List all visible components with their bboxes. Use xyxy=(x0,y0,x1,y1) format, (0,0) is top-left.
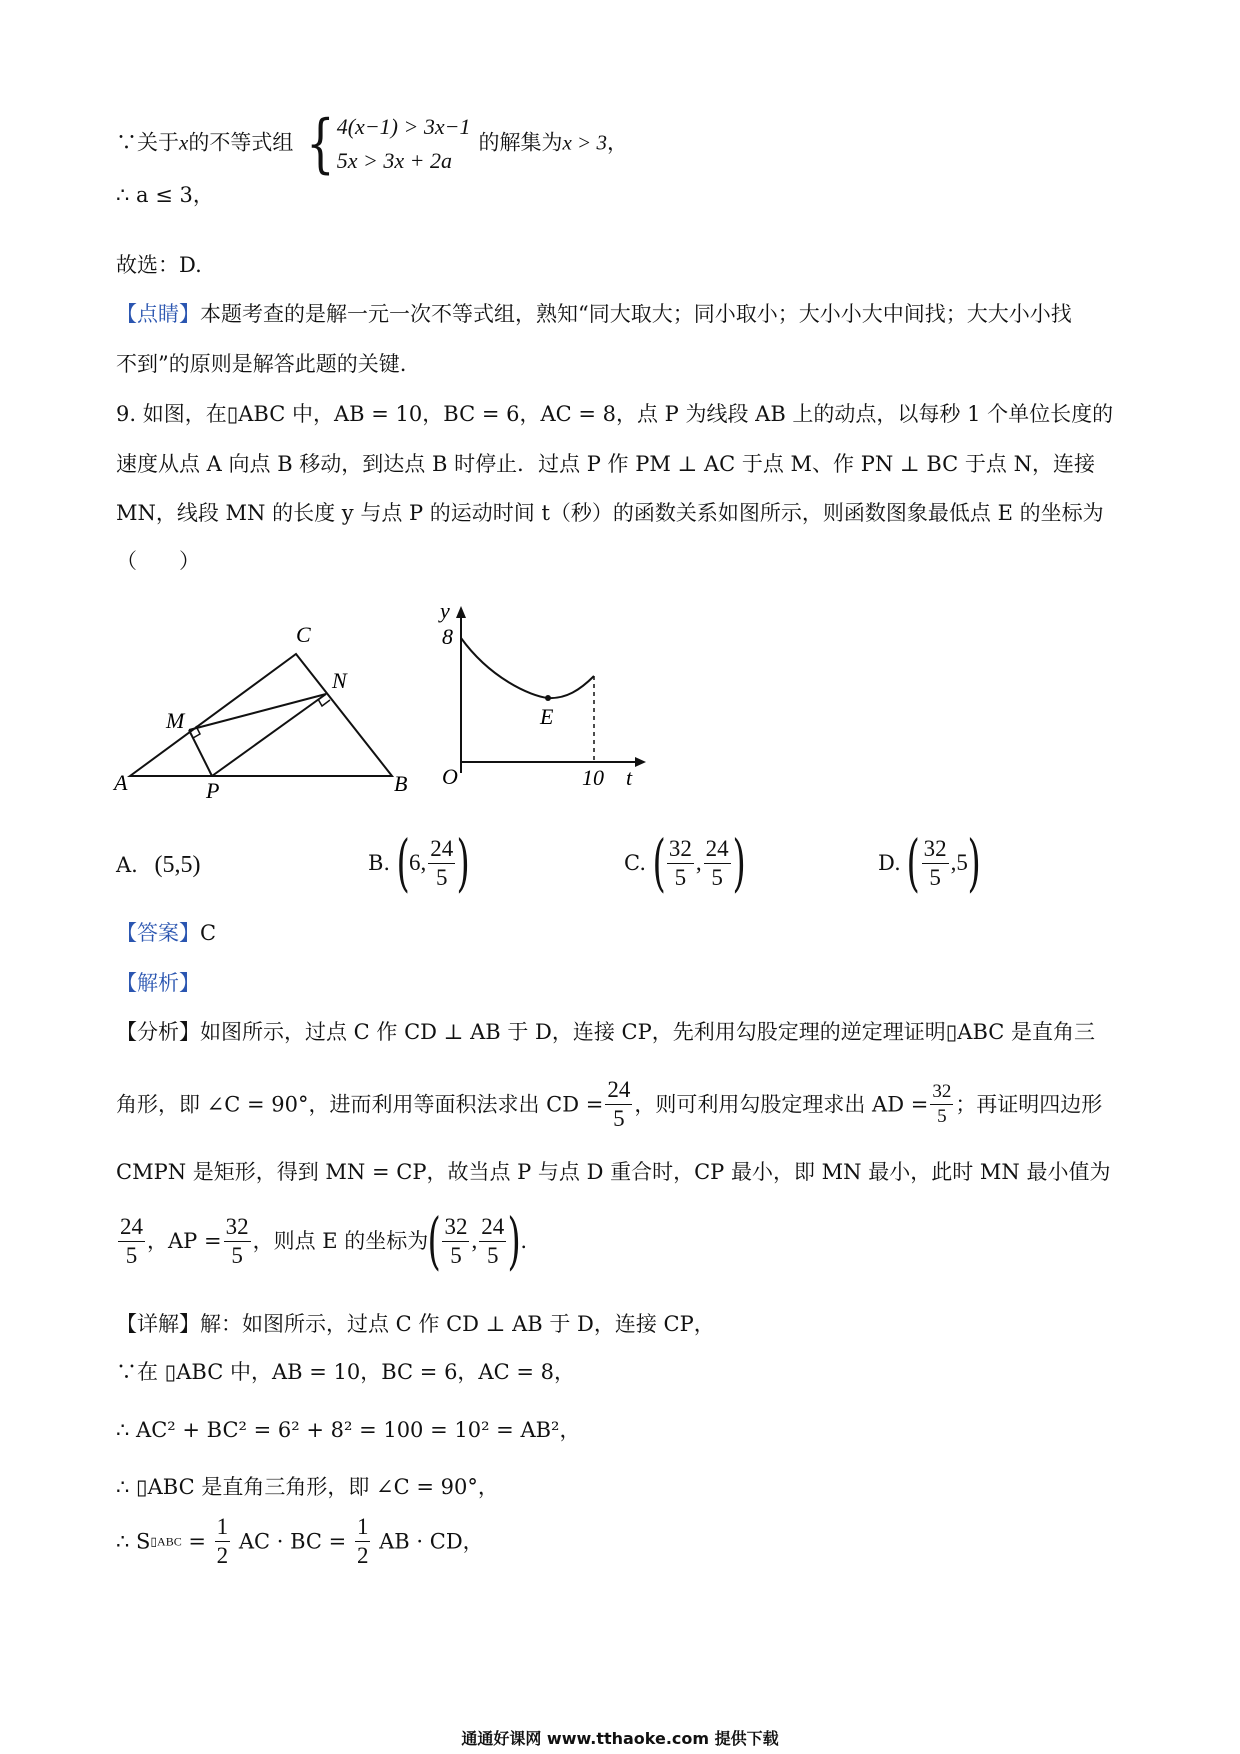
fenxi-line-2 xyxy=(116,1076,1102,1133)
triangle-figure xyxy=(110,620,430,800)
choice-a-label: A. xyxy=(116,853,138,877)
footer: 通通好课网 www.tthaoke.com 提供下载 xyxy=(461,1729,779,1748)
choice-d-label: D. xyxy=(878,851,901,875)
text: 解：如图所示，过点 C 作 CD ⊥ AB 于 D，连接 CP， xyxy=(200,1312,715,1336)
paren-open: ( xyxy=(427,1204,442,1277)
text: AC · BC = xyxy=(232,1529,353,1554)
denominator: 5 xyxy=(450,1242,462,1268)
paren-close: ) xyxy=(732,826,746,899)
inequality-2: 5x > 3x + 2a xyxy=(336,148,452,173)
choice-d-last: ,5 xyxy=(950,850,968,875)
text: ∵在 ▯ABC 中，AB = 10，BC = 6，AC = 8， xyxy=(116,1360,575,1384)
xiangjie-line-1 xyxy=(116,1309,715,1339)
question-9-line-3 xyxy=(116,498,1104,528)
paren-open: ( xyxy=(652,826,666,899)
comma: , xyxy=(471,1228,478,1253)
denominator: 2 xyxy=(216,1543,229,1568)
xiangjie-line-5 xyxy=(116,1513,484,1570)
paren-close: ) xyxy=(507,1204,521,1277)
fraction-24-5 xyxy=(118,1213,145,1270)
xiangjie-tag: 【详解】 xyxy=(116,1312,200,1336)
xiangjie-line-3 xyxy=(116,1415,580,1445)
text: 的解集为 xyxy=(478,130,563,155)
text: = xyxy=(181,1529,213,1554)
label-y: y xyxy=(440,598,450,623)
xiangjie-line-4 xyxy=(116,1472,499,1502)
numerator: 24 xyxy=(605,1076,632,1105)
numerator: 32 xyxy=(224,1213,251,1242)
segment-pn xyxy=(212,694,326,776)
label-a: A xyxy=(114,770,128,795)
denominator: 5 xyxy=(486,1242,499,1268)
point-e xyxy=(545,695,551,701)
y-axis-arrow xyxy=(456,606,466,618)
label-m: M xyxy=(166,708,185,733)
choice-b[interactable] xyxy=(368,826,471,899)
left-brace: { xyxy=(306,107,335,181)
denominator: 5 xyxy=(937,1106,947,1127)
text: ∵关于 xyxy=(116,130,179,155)
fraction-32-5 xyxy=(224,1213,251,1270)
choice-b-first: 6, xyxy=(409,850,427,875)
segment-mn xyxy=(189,694,326,730)
text: CMPN 是矩形，得到 MN = CP，故当点 P 与点 D 重合时，CP 最小，即 MN 最小，此时 MN 最小值为 xyxy=(116,1160,1111,1184)
text: ；再证明四边形 xyxy=(955,1092,1103,1117)
text: （ ） xyxy=(116,549,200,573)
text: ∴ AC² + BC² = 6² + 8² = 100 = 10² = AB²， xyxy=(116,1418,581,1442)
label-y8: 8 xyxy=(442,624,453,649)
analysis-tag: 【解析】 xyxy=(116,971,200,995)
label-origin: O xyxy=(442,764,458,789)
x-axis-arrow xyxy=(635,757,646,767)
right-angle-n xyxy=(318,699,330,706)
answer-tag: 【答案】 xyxy=(116,921,200,945)
numerator: 32 xyxy=(930,1080,953,1105)
numerator: 24 xyxy=(428,835,455,864)
text: AB · CD， xyxy=(372,1529,484,1554)
question-9-line-1 xyxy=(116,399,1113,429)
choice-a-value: (5,5) xyxy=(154,852,201,878)
inequality-1: 4(x−1) > 3x−1 xyxy=(336,114,471,139)
segment-pm xyxy=(189,730,212,776)
text: 角形，即 ∠C = 90°，进而利用等面积法求出 CD = xyxy=(116,1092,604,1117)
fenxi-line-1 xyxy=(116,1017,1095,1047)
paren-close: ) xyxy=(967,826,981,899)
inequality-system xyxy=(337,110,471,178)
fenxi-line-3 xyxy=(116,1157,1110,1187)
denominator: 5 xyxy=(125,1242,138,1268)
answer-value: C xyxy=(200,921,217,945)
line-conclusion xyxy=(116,180,214,210)
text: ，AP = xyxy=(147,1229,222,1253)
line-choice xyxy=(116,250,202,280)
numerator: 32 xyxy=(922,835,949,864)
paren-open: ( xyxy=(396,826,410,899)
paren-close: ) xyxy=(456,826,471,899)
numerator: 1 xyxy=(355,1513,371,1542)
choice-d[interactable] xyxy=(878,826,981,899)
xiangjie-line-2 xyxy=(116,1357,575,1387)
choice-a[interactable] xyxy=(116,850,201,880)
label-n: N xyxy=(332,668,347,693)
var-x: x xyxy=(179,130,189,155)
fraction-32-5 xyxy=(922,835,949,892)
label-t10: 10 xyxy=(582,765,604,790)
line-inequality-system xyxy=(116,107,628,181)
fraction-1-2 xyxy=(355,1513,371,1570)
label-p: P xyxy=(206,778,220,800)
line-dianjing xyxy=(116,299,1072,329)
fraction-24-5 xyxy=(428,835,455,892)
analysis-heading xyxy=(116,968,200,998)
text: . xyxy=(520,1229,528,1253)
line-dianjing-2 xyxy=(116,349,406,379)
text: ∴ ▯ABC 是直角三角形，即 ∠C = 90°， xyxy=(116,1475,499,1499)
text: ，则点 E 的坐标为 xyxy=(252,1229,429,1253)
fraction-32-5 xyxy=(930,1080,953,1129)
text: 9. 如图，在▯ABC 中，AB = 10，BC = 6，AC = 8，点 P 为线段 AB 上的动点，以每秒 1 个单位长度的 xyxy=(116,402,1114,426)
function-curve xyxy=(461,638,594,698)
choice-b-label: B. xyxy=(368,851,391,875)
denominator: 5 xyxy=(231,1242,243,1268)
paren-open: ( xyxy=(906,826,921,899)
question-9-line-4 xyxy=(116,546,200,576)
text: 不到”的原则是解答此题的关键. xyxy=(116,352,407,376)
numerator: 1 xyxy=(215,1513,231,1542)
text: 故选：D. xyxy=(116,253,202,277)
comma: , xyxy=(695,850,702,875)
label-e: E xyxy=(540,704,554,729)
fenxi-line-4 xyxy=(116,1204,528,1277)
denominator: 5 xyxy=(436,864,448,890)
numerator: 32 xyxy=(667,835,694,864)
label-b: B xyxy=(394,771,408,796)
dianjing-tag: 【点睛】 xyxy=(116,302,200,326)
numerator: 32 xyxy=(442,1213,469,1242)
text: ∴ a ≤ 3， xyxy=(116,183,214,207)
text: ， xyxy=(606,130,628,155)
text: 本题考查的是解一元一次不等式组，熟知“同大取大；同小取小；大小小大中间找；大大小小找 xyxy=(200,302,1072,326)
choice-c[interactable] xyxy=(624,826,746,899)
numerator: 24 xyxy=(704,835,731,864)
denominator: 5 xyxy=(929,864,941,890)
text: 速度从点 A 向点 B 移动，到达点 B 时停止．过点 P 作 PM ⊥ AC 于点 M、作 PN ⊥ BC 于点 N，连接 xyxy=(116,452,1095,476)
label-c: C xyxy=(296,622,311,647)
denominator: 5 xyxy=(674,864,687,890)
text: 如图所示，过点 C 作 CD ⊥ AB 于 D，连接 CP，先利用勾股定理的逆定理证明▯ABC 是直角三 xyxy=(200,1020,1096,1044)
text: 的不等式组 xyxy=(188,130,294,155)
fraction-24-5 xyxy=(605,1076,632,1133)
fraction-32-5 xyxy=(667,835,694,892)
denominator: 5 xyxy=(711,864,723,890)
fraction-32-5 xyxy=(442,1213,469,1270)
denominator: 2 xyxy=(356,1543,369,1568)
text: ，则可利用勾股定理求出 AD = xyxy=(634,1092,929,1117)
fraction-24-5 xyxy=(479,1213,506,1270)
subscript: ▯ABC xyxy=(150,1534,182,1549)
fraction-1-2 xyxy=(215,1513,231,1570)
label-t: t xyxy=(626,765,633,790)
denominator: 5 xyxy=(613,1106,625,1131)
fraction-24-5 xyxy=(704,835,731,892)
choice-c-label: C. xyxy=(624,851,646,875)
question-9-line-2 xyxy=(116,449,1095,479)
function-graph xyxy=(430,598,650,798)
fenxi-tag: 【分析】 xyxy=(116,1020,200,1044)
text: MN，线段 MN 的长度 y 与点 P 的运动时间 t（秒）的函数关系如图所示，则函数图象最低点 E 的坐标为 xyxy=(116,501,1104,525)
text: ∴ S xyxy=(116,1529,151,1554)
numerator: 24 xyxy=(479,1213,506,1242)
numerator: 24 xyxy=(118,1213,145,1242)
answer-line xyxy=(116,918,216,948)
solution: x > 3 xyxy=(562,130,607,155)
